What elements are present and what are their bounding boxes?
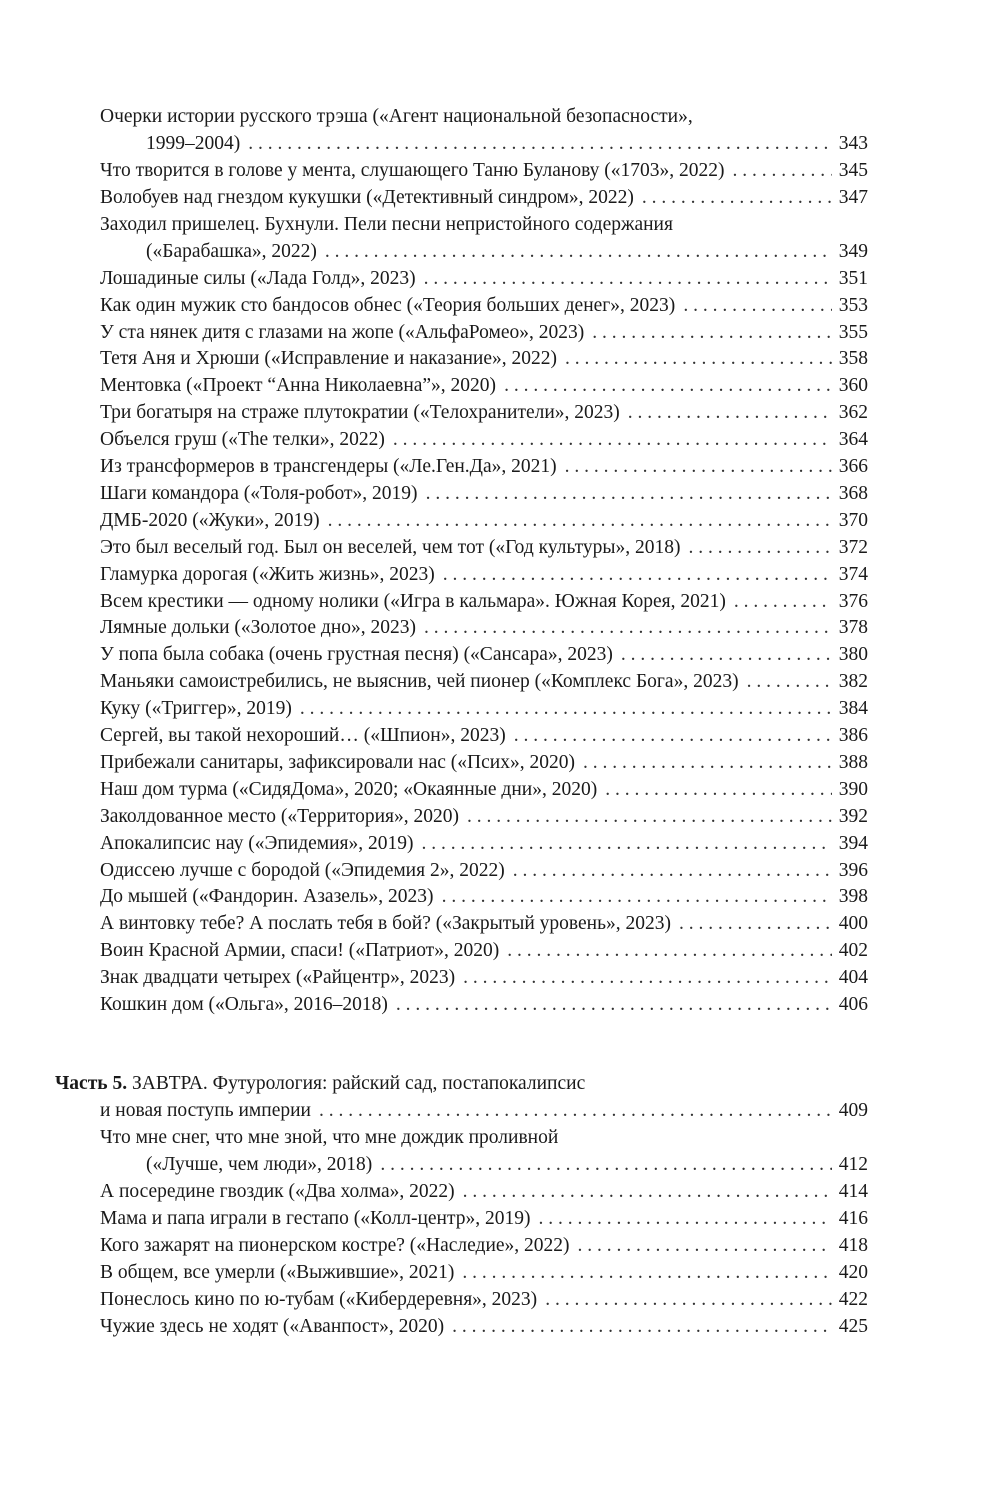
toc-entry: [100, 803, 868, 830]
dot-leader: [507, 937, 832, 964]
toc-entry: [100, 399, 868, 426]
toc-page-number: 353: [838, 295, 868, 316]
toc-entry-title: Кого зажарят на пионерском костре? («Наследие», 2022): [100, 1235, 570, 1256]
dot-leader: [592, 319, 832, 346]
toc-page-number: 349: [838, 241, 868, 262]
toc-entry: [100, 480, 868, 507]
toc-page-number: 420: [838, 1262, 868, 1283]
toc-entry: [100, 265, 868, 292]
dot-leader: [621, 641, 832, 668]
dot-leader: [642, 184, 832, 211]
dot-leader: [328, 507, 832, 534]
dot-leader: [422, 830, 832, 857]
toc-page-number: 396: [838, 860, 868, 881]
toc-page-number: 422: [838, 1289, 868, 1310]
toc-page-number: 392: [838, 806, 868, 827]
toc-page-number: 384: [838, 698, 868, 719]
toc-entry: [100, 614, 868, 641]
toc-entry: [100, 1259, 868, 1286]
dot-leader: [462, 1259, 832, 1286]
part-label: Часть 5.: [55, 1073, 128, 1094]
toc-page-number: 362: [838, 402, 868, 423]
toc-entry-title: Волобуев над гнездом кукушки («Детективный синдром», 2022): [100, 187, 634, 208]
toc-page-number: 386: [838, 725, 868, 746]
toc-entry-title: («Лучше, чем люди», 2018): [146, 1154, 373, 1175]
toc-page-number: 409: [838, 1100, 868, 1121]
toc-entry: [100, 184, 868, 211]
toc-entry-title: А посередине гвоздик («Два холма», 2022): [100, 1181, 455, 1202]
toc-entry-title-line1: Что мне снег, что мне зной, что мне дождик проливной: [100, 1127, 559, 1148]
toc-entry-title: Понеслось кино по ю-тубам («Кибердеревня», 2023): [100, 1289, 538, 1310]
dot-leader: [443, 561, 832, 588]
dot-leader: [578, 1232, 832, 1259]
dot-leader: [393, 426, 832, 453]
dot-leader: [504, 372, 832, 399]
toc-entry-title: Кошкин дом («Ольга», 2016–2018): [100, 994, 388, 1015]
toc-entry-title: До мышей («Фандорин. Азазель», 2023): [100, 886, 434, 907]
dot-leader: [319, 1097, 832, 1124]
toc-entry-title: Куку («Триггер», 2019): [100, 698, 292, 719]
toc-entry: [100, 534, 868, 561]
dot-leader: [248, 130, 832, 157]
toc-entry: [100, 937, 868, 964]
part-title: и новая поступь империи: [100, 1100, 311, 1121]
toc-page-number: 414: [838, 1181, 868, 1202]
toc-page-number: 382: [838, 671, 868, 692]
toc-page-number: 370: [838, 510, 868, 531]
toc-entry: [100, 319, 868, 346]
toc-entry-title: Мама и папа играли в гестапо («Колл-центр», 2019): [100, 1208, 531, 1229]
toc-entry: [100, 372, 868, 399]
toc-entry-title: («Барабашка», 2022): [146, 241, 317, 262]
dot-leader: [463, 964, 832, 991]
toc-entry-title: 1999–2004): [146, 133, 241, 154]
toc-entry-title: У попа была собака (очень грустная песня) («Сансара», 2023): [100, 644, 613, 665]
toc-entry-title: Тетя Аня и Хрюши («Исправление и наказание», 2022): [100, 348, 558, 369]
toc-entry-title-line1: Заходил пришелец. Бухнули. Пели песни непристойного содержания: [100, 214, 673, 235]
toc-page-number: 394: [838, 833, 868, 854]
toc-entry-title: Воин Красной Армии, спаси! («Патриот», 2020): [100, 940, 500, 961]
toc-entry-title: Прибежали санитары, зафиксировали нас («Псих», 2020): [100, 752, 575, 773]
toc-entry: [100, 1178, 868, 1205]
toc-entry: [100, 749, 868, 776]
toc-entry-title: В общем, все умерли («Выжившие», 2021): [100, 1262, 455, 1283]
toc-entry-title: Гламурка дорогая («Жить жизнь», 2023): [100, 564, 435, 585]
toc-page-number: 345: [838, 160, 868, 181]
toc-entry: [100, 588, 868, 615]
toc-entry-title: Апокалипсис нау («Эпидемия», 2019): [100, 833, 414, 854]
toc-page-number: 378: [838, 617, 868, 638]
toc-entry-title: Чужие здесь не ходят («Аванпост», 2020): [100, 1316, 445, 1337]
toc-entry: [100, 964, 868, 991]
toc-entry: [100, 1232, 868, 1259]
toc-entry-title: ДМБ-2020 («Жуки», 2019): [100, 510, 320, 531]
toc-page-number: 418: [838, 1235, 868, 1256]
toc-entry-title: Всем крестики — одному нолики («Игра в кальмара». Южная Корея, 2021): [100, 591, 726, 612]
toc-entry-title: У ста нянек дитя с глазами на жопе («АльфаРомео», 2023): [100, 322, 585, 343]
dot-leader: [628, 399, 832, 426]
toc-entry: [100, 722, 868, 749]
toc-entry-title: Лямные дольки («Золотое дно», 2023): [100, 617, 417, 638]
dot-leader: [300, 695, 832, 722]
toc-entry: [100, 426, 868, 453]
toc-entry: [100, 695, 868, 722]
dot-leader: [325, 238, 832, 265]
dot-leader: [539, 1205, 833, 1232]
toc-entry: [100, 857, 868, 884]
toc-entry-title: Наш дом турма («СидяДома», 2020; «Окаянные дни», 2020): [100, 779, 598, 800]
toc-entry: [100, 157, 868, 184]
toc-entry-title: Три богатыря на страже плутократии («Телохранители», 2023): [100, 402, 620, 423]
toc-page-number: 404: [838, 967, 868, 988]
toc-page-number: 355: [838, 322, 868, 343]
toc-entry: [100, 883, 868, 910]
toc-entry-title: Знак двадцати четырех («Райцентр», 2023): [100, 967, 456, 988]
dot-leader: [683, 292, 832, 319]
toc-entry: [100, 211, 868, 265]
toc-entry: [100, 1286, 868, 1313]
toc-entry: [100, 641, 868, 668]
toc-entry-title: А винтовку тебе? А послать тебя в бой? («Закрытый уровень», 2023): [100, 913, 671, 934]
toc-page-number: 358: [838, 348, 868, 369]
toc-entry-title: Что творится в голове у мента, слушающего Таню Буланову («1703», 2022): [100, 160, 725, 181]
dot-leader: [380, 1151, 832, 1178]
toc-entry-title: Маньяки самоистребились, не выяснив, чей пионер («Комплекс Бога», 2023): [100, 671, 739, 692]
dot-leader: [565, 345, 832, 372]
dot-leader: [545, 1286, 832, 1313]
dot-leader: [679, 910, 832, 937]
dot-leader: [688, 534, 832, 561]
toc-page-number: 416: [838, 1208, 868, 1229]
dot-leader: [565, 453, 832, 480]
dot-leader: [424, 265, 832, 292]
toc-page-number: 364: [838, 429, 868, 450]
dot-leader: [513, 857, 832, 884]
toc-entry-title: Одиссею лучше с бородой («Эпидемия 2», 2022): [100, 860, 505, 881]
toc-page-number: 388: [838, 752, 868, 773]
toc-page-number: 380: [838, 644, 868, 665]
toc-entry-title: Это был веселый год. Был он веселей, чем тот («Год культуры», 2018): [100, 537, 681, 558]
toc-page-number: 351: [838, 268, 868, 289]
toc-entry-title: Из трансформеров в трансгендеры («Ле.Ген.Да», 2021): [100, 456, 557, 477]
toc-entry: [100, 1124, 868, 1178]
part-heading: [55, 1070, 868, 1124]
part-title-line1: ЗАВТРА. Футурология: райский сад, постапокалипсис: [131, 1073, 586, 1094]
toc-entry: [100, 507, 868, 534]
dot-leader: [514, 722, 832, 749]
toc-entry: [100, 292, 868, 319]
dot-leader: [396, 991, 832, 1018]
toc-entry: [100, 1313, 868, 1340]
toc-page-number: 398: [838, 886, 868, 907]
toc-page-number: 425: [838, 1316, 868, 1337]
toc-entry: [100, 103, 868, 157]
toc-page-number: 343: [838, 133, 868, 154]
dot-leader: [605, 776, 832, 803]
toc-entry-title: Лошадиные силы («Лада Голд», 2023): [100, 268, 416, 289]
toc-entry-title: Как один мужик сто бандосов обнес («Теория больших денег», 2023): [100, 295, 676, 316]
toc-entry-title: Сергей, вы такой нехороший… («Шпион», 2023): [100, 725, 506, 746]
toc-page-number: 406: [838, 994, 868, 1015]
toc-page-number: 390: [838, 779, 868, 800]
toc-entry: [100, 1205, 868, 1232]
dot-leader: [467, 803, 832, 830]
toc-entry-title: Объелся груш («The телки», 2022): [100, 429, 385, 450]
toc-entry-title: Ментовка («Проект “Анна Николаевна”», 2020): [100, 375, 497, 396]
toc-entry-title: Шаги командора («Толя-робот», 2019): [100, 483, 418, 504]
toc-entry-title: Заколдованное место («Территория», 2020): [100, 806, 459, 827]
dot-leader: [452, 1313, 832, 1340]
toc-page-number: 402: [838, 940, 868, 961]
toc-page-number: 368: [838, 483, 868, 504]
toc-page-number: 400: [838, 913, 868, 934]
dot-leader: [442, 883, 832, 910]
toc-page-number: 376: [838, 591, 868, 612]
toc-entry: [100, 345, 868, 372]
toc-page-number: 412: [838, 1154, 868, 1175]
dot-leader: [424, 614, 832, 641]
dot-leader: [747, 668, 832, 695]
toc-entry: [100, 776, 868, 803]
toc-page-number: 366: [838, 456, 868, 477]
toc-page-number: 372: [838, 537, 868, 558]
toc-page-number: 347: [838, 187, 868, 208]
toc-entry: [100, 668, 868, 695]
toc-entry: [100, 561, 868, 588]
toc-entry: [100, 830, 868, 857]
dot-leader: [463, 1178, 832, 1205]
toc-entry: [100, 991, 868, 1018]
dot-leader: [426, 480, 832, 507]
toc-page-number: 374: [838, 564, 868, 585]
toc-entry: [100, 910, 868, 937]
toc-entry-title-line1: Очерки истории русского трэша («Агент национальной безопасности»,: [100, 106, 693, 127]
dot-leader: [734, 588, 832, 615]
toc-page-number: 360: [838, 375, 868, 396]
toc-entry: [100, 453, 868, 480]
dot-leader: [583, 749, 832, 776]
dot-leader: [733, 157, 833, 184]
